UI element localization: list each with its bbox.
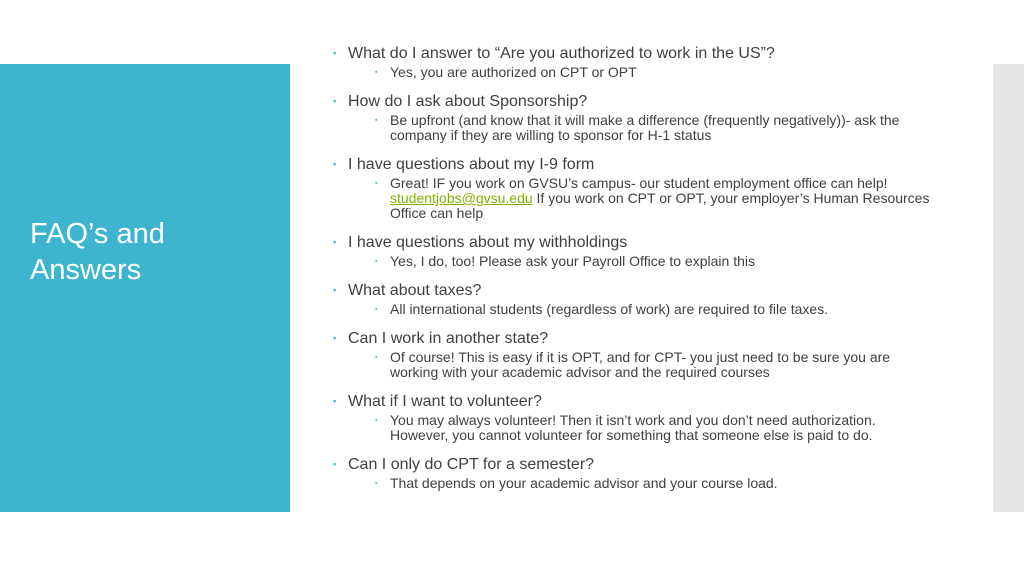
bullet-icon: ▪ bbox=[375, 480, 378, 487]
faq-item bbox=[333, 329, 933, 380]
faq-question: I have questions about my I-9 form bbox=[348, 156, 595, 173]
faq-list bbox=[333, 44, 933, 503]
faq-question: I have questions about my withholdings bbox=[348, 234, 628, 251]
faq-question: What about taxes? bbox=[348, 282, 482, 299]
faq-answer-text-start: Great! IF you work on GVSU’s campus- our student employment office can help! bbox=[390, 175, 888, 191]
bullet-icon: ▪ bbox=[375, 417, 378, 424]
bullet-icon: ▪ bbox=[333, 237, 337, 247]
faq-item bbox=[333, 455, 933, 491]
bullet-icon: ▪ bbox=[333, 48, 337, 58]
faq-answer: You may always volunteer! Then it isn’t work and you don’t need authorization. However, you cannot volunteer for something that someone else is paid to do. bbox=[390, 412, 876, 443]
title-line-1: FAQ’s and bbox=[30, 218, 165, 250]
faq-answer: Of course! This is easy if it is OPT, and for CPT- you just need to be sure you are working with your academic advisor and the required courses bbox=[390, 349, 891, 380]
bullet-icon: ▪ bbox=[333, 333, 337, 343]
title-line-2: Answers bbox=[30, 254, 142, 286]
faq-answer: Yes, I do, too! Please ask your Payroll Office to explain this bbox=[390, 253, 755, 269]
faq-answer: That depends on your academic advisor and your course load. bbox=[390, 475, 778, 491]
faq-answer: All international students (regardless of work) are required to file taxes. bbox=[390, 301, 829, 317]
faq-answer bbox=[390, 176, 933, 221]
bullet-icon: ▪ bbox=[375, 180, 378, 187]
right-side-bar bbox=[993, 64, 1024, 512]
bullet-icon: ▪ bbox=[333, 459, 337, 469]
faq-answer: Yes, you are authorized on CPT or OPT bbox=[390, 64, 637, 80]
bullet-icon: ▪ bbox=[375, 354, 378, 361]
bullet-icon: ▪ bbox=[375, 306, 378, 313]
faq-question: What if I want to volunteer? bbox=[348, 393, 542, 410]
faq-item bbox=[333, 44, 933, 80]
bullet-icon: ▪ bbox=[375, 258, 378, 265]
faq-item bbox=[333, 392, 933, 443]
student-jobs-email-link[interactable]: studentjobs@gvsu.edu bbox=[390, 190, 533, 206]
title-panel bbox=[0, 64, 290, 512]
faq-item bbox=[333, 155, 933, 221]
faq-question: What do I answer to “Are you authorized to work in the US”? bbox=[348, 45, 775, 62]
faq-answer-text-end: If you work on CPT or OPT, your employer’s Human Resources Office can help bbox=[390, 190, 930, 221]
faq-item bbox=[333, 281, 933, 317]
bullet-icon: ▪ bbox=[333, 396, 337, 406]
bullet-icon: ▪ bbox=[333, 285, 337, 295]
faq-question: How do I ask about Sponsorship? bbox=[348, 93, 588, 110]
faq-question: Can I only do CPT for a semester? bbox=[348, 456, 595, 473]
faq-item bbox=[333, 92, 933, 143]
faq-question: Can I work in another state? bbox=[348, 330, 549, 347]
bullet-icon: ▪ bbox=[375, 117, 378, 124]
slide-title bbox=[30, 216, 165, 288]
faq-item bbox=[333, 233, 933, 269]
bullet-icon: ▪ bbox=[375, 69, 378, 76]
bullet-icon: ▪ bbox=[333, 159, 337, 169]
faq-answer: Be upfront (and know that it will make a difference (frequently negatively))- ask the company if they are willing to sponsor for H-1 status bbox=[390, 112, 900, 143]
bullet-icon: ▪ bbox=[333, 96, 337, 106]
